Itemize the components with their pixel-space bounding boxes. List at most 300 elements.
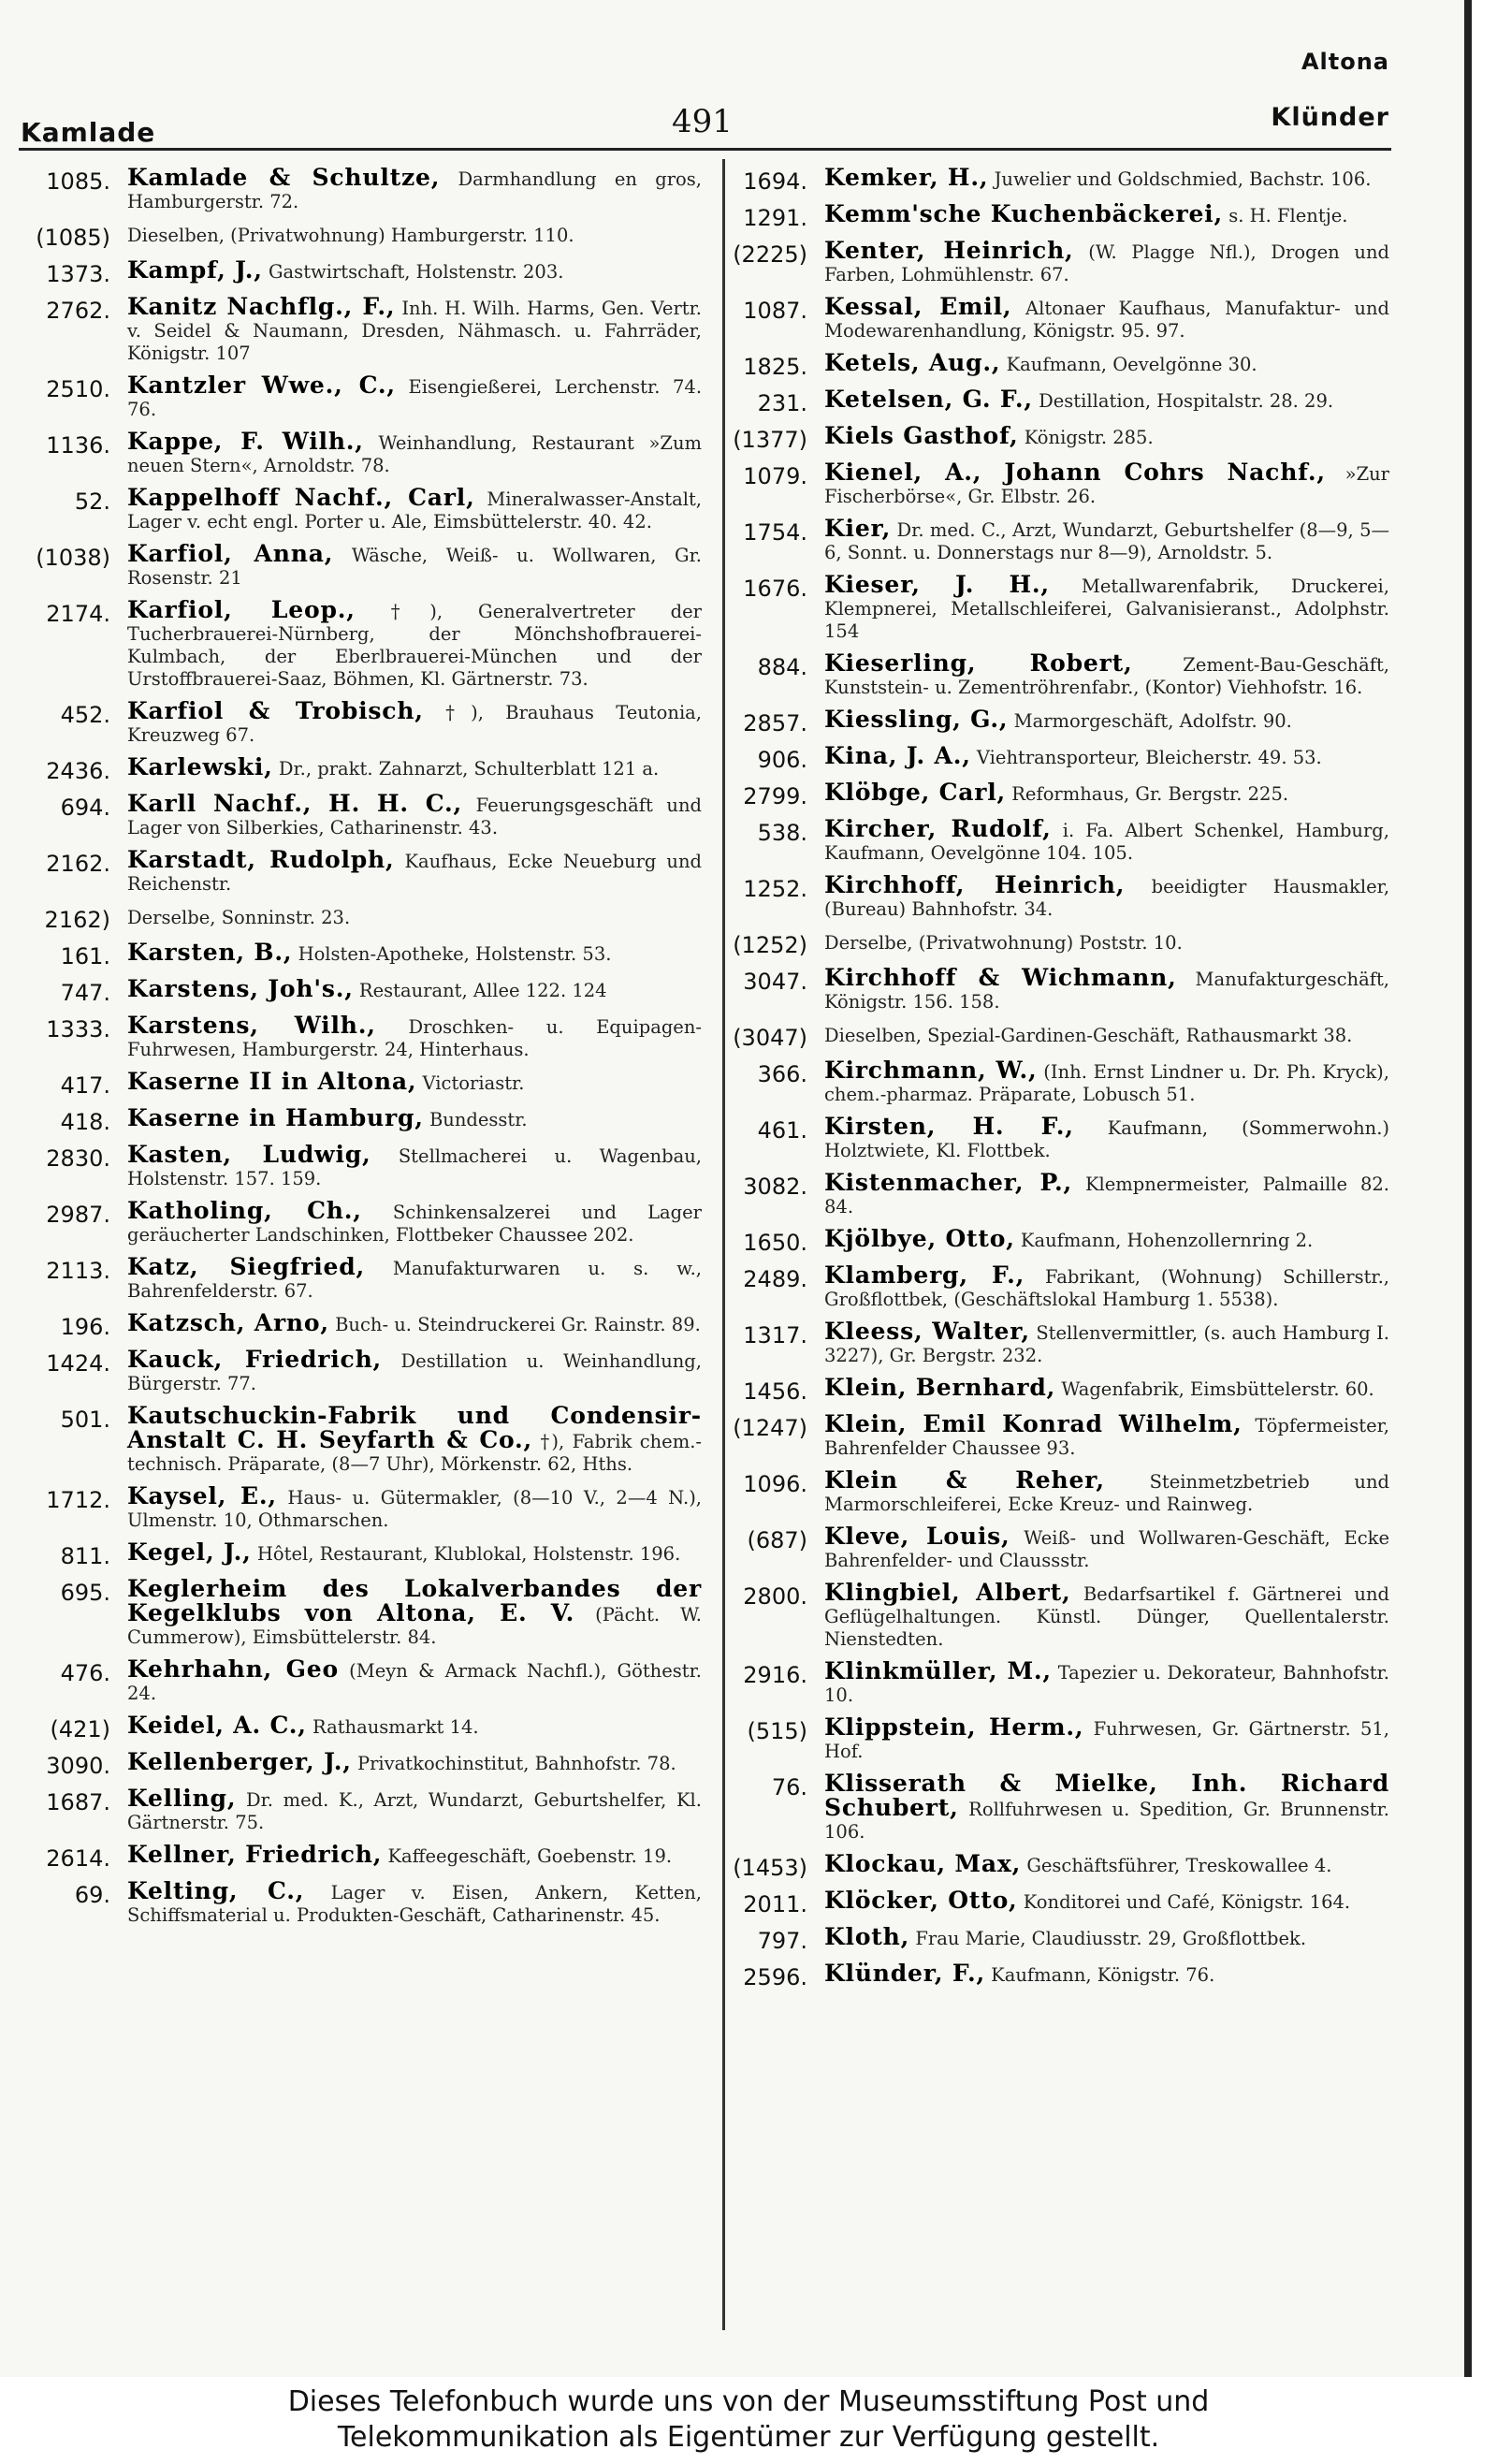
phone-number: 1712. xyxy=(46,1487,110,1513)
entry-name: Kienel, A., Johann Cohrs Nachf., xyxy=(824,459,1326,486)
entry-description: †), Fabrik chem.-technisch. Präparate, (8—7 Uhr), Mörkenstr. 62, Hths. xyxy=(127,1431,702,1475)
entry-text xyxy=(824,815,1389,865)
phone-number: 452. xyxy=(60,702,110,728)
directory-entry xyxy=(14,430,702,477)
entry-description: Geschäftsführer, Treskowallee 4. xyxy=(1026,1855,1332,1876)
entry-description: Dr. med. C., Arzt, Wundarzt, Geburtshelfer (8—9, 5—6, Sonnt. u. Donnerstags nur 8—9), Arnoldstr. 5. xyxy=(824,519,1389,563)
directory-entry xyxy=(711,1657,1389,1707)
directory-entry xyxy=(14,1482,702,1532)
directory-entry xyxy=(14,905,702,932)
directory-entry xyxy=(711,1923,1389,1954)
phone-number: 2162) xyxy=(44,907,110,933)
entry-name: Ketels, Aug., xyxy=(824,349,1001,376)
directory-entry xyxy=(711,649,1389,699)
entry-name: Klamberg, F., xyxy=(824,1261,1025,1289)
phone-number: 2614. xyxy=(46,1845,110,1872)
directory-entry xyxy=(711,1772,1389,1844)
phone-number: 2857. xyxy=(743,710,807,736)
entry-name: Klünder, F., xyxy=(824,1960,985,1987)
phone-number: (1377) xyxy=(733,427,807,453)
phone-number: (1038) xyxy=(36,545,110,571)
entry-text xyxy=(127,905,702,929)
directory-entry xyxy=(711,1579,1389,1651)
entry-description: Steinmetzbetrieb und Marmorschleiferei, Ecke Kreuz- und Rainweg. xyxy=(824,1471,1389,1515)
phone-number: 1676. xyxy=(743,576,807,602)
directory-entry xyxy=(711,349,1389,380)
directory-entry xyxy=(711,422,1389,453)
phone-number: 3090. xyxy=(46,1753,110,1779)
entry-description: Königstr. 285. xyxy=(1024,427,1154,448)
entry-name: Karlewski, xyxy=(127,753,273,780)
entry-description: (Meyn & Armack Nachfl.), Göthestr. 24. xyxy=(127,1660,702,1704)
entry-description: Wagenfabrik, Eimsbüttelerstr. 60. xyxy=(1061,1378,1374,1400)
entry-description: Wäsche, Weiß- u. Wollwaren, Gr. Rosenstr. 21 xyxy=(127,545,702,589)
entry-description: Restaurant, Allee 122. 124 xyxy=(358,980,607,1001)
directory-entry xyxy=(711,742,1389,773)
entry-description: Eisengießerei, Lerchenstr. 74. 76. xyxy=(127,376,702,420)
directory-entry xyxy=(711,1023,1389,1050)
entry-description: s. H. Flentje. xyxy=(1228,205,1348,226)
entry-text xyxy=(824,649,1389,699)
phone-number: 1694. xyxy=(743,168,807,195)
entry-text xyxy=(824,871,1389,921)
entry-text xyxy=(824,1320,1389,1367)
entry-text xyxy=(824,1850,1389,1877)
phone-number: (2225) xyxy=(733,241,807,268)
entry-description: Lager v. Eisen, Ankern, Ketten, Schiffsmaterial u. Produkten-Geschäft, Catharinenstr. 45. xyxy=(127,1882,702,1926)
directory-entry xyxy=(14,1141,702,1190)
phone-number: 694. xyxy=(60,795,110,821)
entry-description: Viehtransporteur, Bleicherstr. 49. 53. xyxy=(976,747,1322,768)
entry-name: Keglerheim des Lokalverbandes der Kegelklubs von Altona, E. V. xyxy=(127,1575,702,1626)
entry-name: Kautschuckin-Fabrik und Condensir-Anstalt C. H. Seyfarth & Co., xyxy=(127,1402,702,1453)
phone-number: 2800. xyxy=(743,1583,807,1610)
directory-entry xyxy=(711,1850,1389,1881)
directory-entry xyxy=(14,167,702,213)
entry-name: Kemm'sche Kuchenbäckerei, xyxy=(824,200,1223,227)
entry-text xyxy=(127,1714,702,1739)
entry-text xyxy=(127,1346,702,1395)
entry-text xyxy=(127,941,702,966)
phone-number: 1087. xyxy=(743,298,807,324)
entry-description: (Inh. Ernst Lindner u. Dr. Ph. Kryck), chem.-pharmaz. Präparate, Lobusch 51. xyxy=(824,1061,1389,1105)
entry-text xyxy=(824,167,1389,191)
phone-number: 366. xyxy=(757,1061,807,1087)
entry-description: Destillation, Hospitalstr. 28. 29. xyxy=(1039,390,1334,412)
directory-entry xyxy=(14,975,702,1006)
entry-name: Kieser, J. H., xyxy=(824,571,1050,598)
phone-number: 1085. xyxy=(46,168,110,195)
entry-name: Karfiol, Leop., xyxy=(127,596,356,623)
entry-text xyxy=(824,1657,1389,1707)
entry-name: Klockau, Max, xyxy=(824,1850,1022,1877)
entry-name: Klingbiel, Albert, xyxy=(824,1579,1071,1606)
entry-text xyxy=(824,349,1389,376)
entry-description: Mineralwasser-Anstalt, Lager v. echt engl. Porter u. Ale, Eimsbüttelerstr. 40. 42. xyxy=(127,488,702,532)
phone-number: 231. xyxy=(757,390,807,416)
phone-number: (1247) xyxy=(733,1415,807,1441)
directory-entry xyxy=(711,1374,1389,1405)
directory-entry xyxy=(14,540,702,590)
entry-description: Hôtel, Restaurant, Klublokal, Holstenstr. 196. xyxy=(256,1543,681,1565)
directory-entry xyxy=(14,1253,702,1303)
entry-name: Kemker, H., xyxy=(824,167,989,191)
entry-name: Kirchhoff, Heinrich, xyxy=(824,871,1126,898)
phone-number: 2596. xyxy=(743,1964,807,1990)
entry-text xyxy=(824,1410,1389,1460)
entry-text xyxy=(127,1482,702,1532)
phone-number: 1825. xyxy=(743,354,807,380)
entry-description: Gastwirtschaft, Holstenstr. 203. xyxy=(268,261,564,283)
phone-number: (1085) xyxy=(36,225,110,251)
entry-description: Kaufmann, Oevelgönne 30. xyxy=(1006,354,1257,375)
phone-number: (421) xyxy=(50,1716,110,1742)
phone-number: 2510. xyxy=(46,376,110,402)
phone-number: 797. xyxy=(757,1928,807,1954)
entry-name: Kessal, Emil, xyxy=(824,293,1012,320)
entry-text xyxy=(824,930,1389,955)
phone-number: 1079. xyxy=(743,463,807,489)
directory-entry xyxy=(14,1714,702,1742)
entry-name: Kauck, Friedrich, xyxy=(127,1346,383,1373)
entry-text xyxy=(824,200,1389,227)
directory-entry xyxy=(14,1104,702,1135)
directory-entry xyxy=(14,1575,702,1649)
phone-number: 1252. xyxy=(743,876,807,902)
entry-description: Dieselben, (Privatwohnung) Hamburgerstr. 110. xyxy=(127,225,574,246)
entry-name: Katzsch, Arno, xyxy=(127,1309,329,1336)
entry-name: Kasten, Ludwig, xyxy=(127,1141,371,1168)
entry-text xyxy=(824,237,1389,286)
entry-text xyxy=(824,422,1389,449)
entry-description: i. Fa. Albert Schenkel, Hamburg, Kaufmann, Oevelgönne 104. 105. xyxy=(824,820,1389,864)
phone-number: 161. xyxy=(60,943,110,970)
page-number: 491 xyxy=(672,103,733,140)
entry-text xyxy=(824,1225,1389,1252)
entry-description: Fuhrwesen, Gr. Gärtnerstr. 51, Hof. xyxy=(824,1718,1389,1762)
entry-description: Konditorei und Café, Königstr. 164. xyxy=(1023,1891,1351,1913)
entry-description: Haus- u. Gütermakler, (8—10 V., 2—4 N.), Ulmenstr. 10, Othmarschen. xyxy=(127,1487,702,1531)
phone-number: 1687. xyxy=(46,1789,110,1815)
entry-description: Derselbe, (Privatwohnung) Poststr. 10. xyxy=(824,932,1183,954)
entry-description: (Pächt. W. Cummerow), Eimsbüttelerstr. 84. xyxy=(127,1604,702,1648)
phone-number: 1136. xyxy=(46,432,110,459)
phone-number: 538. xyxy=(757,820,807,846)
entry-description: Fabrikant, (Wohnung) Schillerstr., Großflottbek, (Geschäftslokal Hamburg 1. 5538). xyxy=(824,1266,1389,1310)
entry-name: Klisserath & Mielke, Inh. Richard Schubert, xyxy=(824,1770,1389,1821)
entry-name: Kjölbye, Otto, xyxy=(824,1225,1015,1252)
directory-entry xyxy=(711,1410,1389,1460)
entry-name: Katholing, Ch., xyxy=(127,1197,362,1224)
entry-name: Ketelsen, G. F., xyxy=(824,386,1033,413)
entry-name: Klöbge, Carl, xyxy=(824,779,1007,806)
directory-entry xyxy=(711,781,1389,809)
entry-description: Droschken- u. Equipagen-Fuhrwesen, Hamburgerstr. 24, Hinterhaus. xyxy=(127,1016,702,1060)
entry-name: Karsten, B., xyxy=(127,939,293,966)
phone-number: 1754. xyxy=(743,519,807,546)
entry-text xyxy=(127,430,702,477)
entry-name: Klein, Emil Konrad Wilhelm, xyxy=(824,1410,1243,1437)
entry-text xyxy=(127,1575,702,1649)
entry-description: Kaufmann, Königstr. 76. xyxy=(991,1964,1215,1986)
entry-text xyxy=(127,975,702,1002)
directory-entry xyxy=(711,1261,1389,1311)
directory-entry xyxy=(711,1320,1389,1367)
entry-name: Kappe, F. Wilh., xyxy=(127,428,364,455)
directory-entry xyxy=(711,1466,1389,1516)
entry-description: Schinkensalzerei und Lager geräucherter Landschinken, Flottbeker Chaussee 202. xyxy=(127,1202,702,1246)
entry-name: Kellner, Friedrich, xyxy=(127,1841,383,1868)
entry-description: Zement-Bau-Geschäft, Kunststein- u. Zementröhrenfabr., (Kontor) Viehhofstr. 16. xyxy=(824,654,1389,698)
entry-name: Karfiol, Anna, xyxy=(127,540,334,567)
directory-entry xyxy=(14,1538,702,1569)
entry-text xyxy=(824,1169,1389,1218)
entry-text xyxy=(824,1923,1389,1950)
phone-number: 476. xyxy=(60,1660,110,1686)
phone-number: 417. xyxy=(60,1072,110,1099)
entry-name: Kehrhahn, Geo xyxy=(127,1655,339,1683)
entry-description: Reformhaus, Gr. Bergstr. 225. xyxy=(1011,783,1289,805)
directory-entry xyxy=(711,871,1389,921)
entry-name: Kiels Gasthof, xyxy=(824,422,1019,449)
entry-description: Rollfuhrwesen u. Spedition, Gr. Brunnenstr. 106. xyxy=(824,1799,1389,1843)
entry-description: Feuerungsgeschäft und Lager von Silberkies, Catharinenstr. 43. xyxy=(127,795,702,838)
entry-text xyxy=(127,1402,702,1476)
entry-text xyxy=(824,1525,1389,1572)
entry-name: Katz, Siegfried, xyxy=(127,1253,365,1280)
phone-number: 1456. xyxy=(743,1378,807,1405)
entry-text xyxy=(127,1877,702,1927)
directory-entry xyxy=(711,167,1389,194)
entry-text xyxy=(127,374,702,421)
entry-description: Holsten-Apotheke, Holstenstr. 53. xyxy=(298,943,612,965)
entry-text xyxy=(824,742,1389,769)
range-end-heading: Klünder xyxy=(1271,103,1389,132)
entry-text xyxy=(824,1713,1389,1763)
entry-description: Stellenvermittler, (s. auch Hamburg I. 3227), Gr. Bergstr. 232. xyxy=(824,1322,1389,1366)
phone-number: 906. xyxy=(757,747,807,773)
phone-number: 3082. xyxy=(743,1174,807,1200)
directory-entry xyxy=(14,846,702,896)
entry-description: Dr. med. K., Arzt, Wundarzt, Geburtshelfer, Kl. Gärtnerstr. 75. xyxy=(127,1789,702,1833)
entry-text xyxy=(824,571,1389,643)
entry-name: Kiessling, G., xyxy=(824,706,1009,733)
entry-name: Kloth, xyxy=(824,1923,910,1950)
entry-name: Kaserne II in Altona, xyxy=(127,1068,417,1095)
entry-text xyxy=(127,1104,702,1131)
entry-text xyxy=(824,708,1389,733)
directory-entry xyxy=(711,388,1389,416)
entry-text xyxy=(127,790,702,839)
entry-text xyxy=(824,964,1389,1013)
entry-name: Karll Nachf., H. H. C., xyxy=(127,790,463,817)
entry-description: Dieselben, Spezial-Gardinen-Geschäft, Rathausmarkt 38. xyxy=(824,1025,1353,1046)
entry-name: Karstadt, Rudolph, xyxy=(127,846,395,873)
entry-text xyxy=(824,1889,1389,1914)
entry-name: Kirchmann, W., xyxy=(824,1057,1038,1084)
entry-description: Dr., prakt. Zahnarzt, Schulterblatt 121 a. xyxy=(278,758,660,780)
entry-text xyxy=(127,1141,702,1190)
entry-text xyxy=(127,256,702,284)
entry-description: »Zur Fischerbörse«, Gr. Elbstr. 26. xyxy=(824,463,1389,507)
entry-description: Inh. H. Wilh. Harms, Gen. Vertr. v. Seidel & Naumann, Dresden, Nähmasch. u. Fahrräder, Königstr. 107 xyxy=(127,298,702,364)
entry-text xyxy=(127,484,702,533)
entry-text xyxy=(127,1787,702,1834)
entry-text xyxy=(127,293,702,365)
directory-entry xyxy=(14,596,702,691)
phone-number: (515) xyxy=(747,1718,807,1744)
entry-text xyxy=(824,388,1389,413)
left-column xyxy=(14,167,702,2347)
entry-description: Weinhandlung, Restaurant »Zum neuen Stern«, Arnoldstr. 78. xyxy=(127,432,702,476)
directory-entry xyxy=(711,1889,1389,1917)
page-edge xyxy=(1464,0,1497,2377)
entry-description: Manufakturwaren u. s. w., Bahrenfelderstr. 67. xyxy=(127,1258,702,1302)
phone-number: 1424. xyxy=(46,1350,110,1377)
entry-description: Klempnermeister, Palmaille 82. 84. xyxy=(824,1174,1389,1217)
phone-number: 2436. xyxy=(46,758,110,784)
entry-description: Privatkochinstitut, Bahnhofstr. 78. xyxy=(356,1753,676,1774)
entry-description: Kaufmann, Hohenzollernring 2. xyxy=(1020,1230,1314,1251)
entry-text xyxy=(127,846,702,896)
entry-description: †), Brauhaus Teutonia, Kreuzweg 67. xyxy=(127,702,702,746)
right-column xyxy=(711,167,1389,2347)
directory-entry xyxy=(14,293,702,365)
entry-name: Kircher, Rudolf, xyxy=(824,815,1052,842)
directory-entry xyxy=(711,1059,1389,1106)
entry-name: Kieserling, Robert, xyxy=(824,649,1133,677)
phone-number: 501. xyxy=(60,1407,110,1433)
entry-description: Bedarfsartikel f. Gärtnerei und Geflügelhaltungen. Künstl. Dünger, Quellentalerstr. Nienstedten. xyxy=(824,1583,1389,1650)
entry-text xyxy=(127,1748,702,1775)
entry-text xyxy=(824,1962,1389,1987)
entry-text xyxy=(824,1772,1389,1844)
directory-entry xyxy=(711,571,1389,643)
entry-name: Klöcker, Otto, xyxy=(824,1887,1018,1914)
entry-description: Bundesstr. xyxy=(429,1109,528,1130)
directory-entry xyxy=(711,708,1389,736)
entry-description: Frau Marie, Claudiusstr. 29, Großflottbek. xyxy=(915,1928,1307,1949)
entry-description: Kaufmann, (Sommerwohn.) Holztwiete, Kl. Flottbek. xyxy=(824,1117,1389,1161)
entry-description: Derselbe, Sonninstr. 23. xyxy=(127,907,351,928)
entry-text xyxy=(127,596,702,691)
entry-name: Kappelhoff Nachf., Carl, xyxy=(127,484,475,511)
entry-text xyxy=(824,461,1389,508)
phone-number: 2174. xyxy=(46,601,110,627)
phone-number: 2113. xyxy=(46,1258,110,1284)
directory-entry xyxy=(14,1346,702,1395)
phone-number: 76. xyxy=(771,1774,807,1801)
entry-text xyxy=(127,1841,702,1868)
entry-description: beeidigter Hausmakler, (Bureau) Bahnhofstr. 34. xyxy=(824,876,1389,920)
entry-name: Kistenmacher, P., xyxy=(824,1169,1073,1196)
entry-name: Kellenberger, J., xyxy=(127,1748,352,1775)
directory-entry xyxy=(14,1655,702,1705)
entry-description: Töpfermeister, Bahrenfelder Chaussee 93. xyxy=(824,1415,1389,1459)
entry-name: Kaysel, E., xyxy=(127,1482,277,1509)
directory-entry xyxy=(14,1197,702,1247)
entry-text xyxy=(127,167,702,213)
directory-entry xyxy=(14,790,702,839)
footer-line-1: Dieses Telefonbuch wurde uns von der Museumsstiftung Post und xyxy=(287,2385,1210,2418)
directory-entry xyxy=(14,697,702,747)
directory-entry xyxy=(14,941,702,969)
entry-text xyxy=(824,781,1389,806)
entry-description: Darmhandlung en gros, Hamburgerstr. 72. xyxy=(127,168,702,212)
directory-entry xyxy=(711,293,1389,343)
entry-description: Rathausmarkt 14. xyxy=(312,1716,479,1738)
directory-entry xyxy=(711,461,1389,508)
entry-name: Kleve, Louis, xyxy=(824,1523,1010,1550)
directory-entry xyxy=(14,1068,702,1099)
phone-number: (1252) xyxy=(733,932,807,958)
city-heading: Altona xyxy=(1301,49,1389,75)
entry-description: Kaffeegeschäft, Goebenstr. 19. xyxy=(387,1845,673,1867)
entry-name: Keidel, A. C., xyxy=(127,1712,307,1739)
directory-entry xyxy=(14,256,702,287)
header-rule xyxy=(19,148,1391,151)
entry-text xyxy=(824,1023,1389,1047)
directory-entry xyxy=(711,964,1389,1013)
phone-number: 2489. xyxy=(743,1266,807,1292)
phone-number: 196. xyxy=(60,1314,110,1340)
entry-name: Karstens, Wilh., xyxy=(127,1012,376,1039)
entry-description: Manufakturgeschäft, Königstr. 156. 158. xyxy=(824,969,1389,1013)
phone-number: 461. xyxy=(757,1117,807,1144)
entry-name: Kanitz Nachflg., F., xyxy=(127,293,396,320)
entry-description: Altonaer Kaufhaus, Manufaktur- und Modewarenhandlung, Königstr. 95. 97. xyxy=(824,298,1389,342)
directory-entry xyxy=(711,1525,1389,1572)
entry-text xyxy=(127,1538,702,1566)
entry-text xyxy=(127,697,702,747)
entry-text xyxy=(127,223,702,247)
directory-entry xyxy=(711,1225,1389,1256)
phone-number: 1333. xyxy=(46,1016,110,1042)
entry-name: Kaserne in Hamburg, xyxy=(127,1104,424,1131)
entry-name: Klein, Bernhard, xyxy=(824,1374,1056,1401)
phone-number: 2987. xyxy=(46,1202,110,1228)
phone-number: 2762. xyxy=(46,298,110,324)
phone-number: 1317. xyxy=(743,1322,807,1349)
directory-entry xyxy=(711,237,1389,286)
entry-name: Karstens, Joh's., xyxy=(127,975,354,1002)
directory-entry xyxy=(14,1014,702,1061)
phone-number: 695. xyxy=(60,1580,110,1606)
entry-text xyxy=(127,1014,702,1061)
phone-number: (687) xyxy=(747,1527,807,1553)
phone-number: 1291. xyxy=(743,205,807,231)
entry-text xyxy=(824,1261,1389,1311)
footer-note xyxy=(0,2377,1497,2464)
entry-name: Karfiol & Trobisch, xyxy=(127,697,424,724)
entry-name: Kirchhoff & Wichmann, xyxy=(824,964,1177,991)
phone-number: 1096. xyxy=(743,1471,807,1497)
entry-description: Stellmacherei u. Wagenbau, Holstenstr. 157. 159. xyxy=(127,1145,702,1189)
directory-entry xyxy=(14,1841,702,1872)
entry-description: Metallwarenfabrik, Druckerei, Klempnerei, Metallschleiferei, Galvanisieranst., Adolphstr. 154 xyxy=(824,576,1389,642)
directory-entry xyxy=(14,484,702,533)
directory-entry xyxy=(711,1169,1389,1218)
entry-description: Juwelier und Goldschmied, Bachstr. 106. xyxy=(994,168,1372,190)
entry-description: Tapezier u. Dekorateur, Bahnhofstr. 10. xyxy=(824,1662,1389,1706)
entry-description: Marmorgeschäft, Adolfstr. 90. xyxy=(1013,710,1292,732)
entry-name: Klippstein, Herm., xyxy=(824,1713,1084,1741)
phone-number: 811. xyxy=(60,1543,110,1569)
directory-entry xyxy=(14,1787,702,1834)
entry-description: Weiß- und Wollwaren-Geschäft, Ecke Bahrenfelder- und Claussstr. xyxy=(824,1527,1389,1571)
phone-number: 2011. xyxy=(743,1891,807,1917)
entry-description: †), Generalvertreter der Tucherbrauerei-Nürnberg, der Mönchshofbrauerei-Kulmbach, der Eberlbrauerei-München und der Urstoffbrauerei-Saaz, Böhmen, Kl. Gärtnerstr. 73. xyxy=(127,601,702,690)
